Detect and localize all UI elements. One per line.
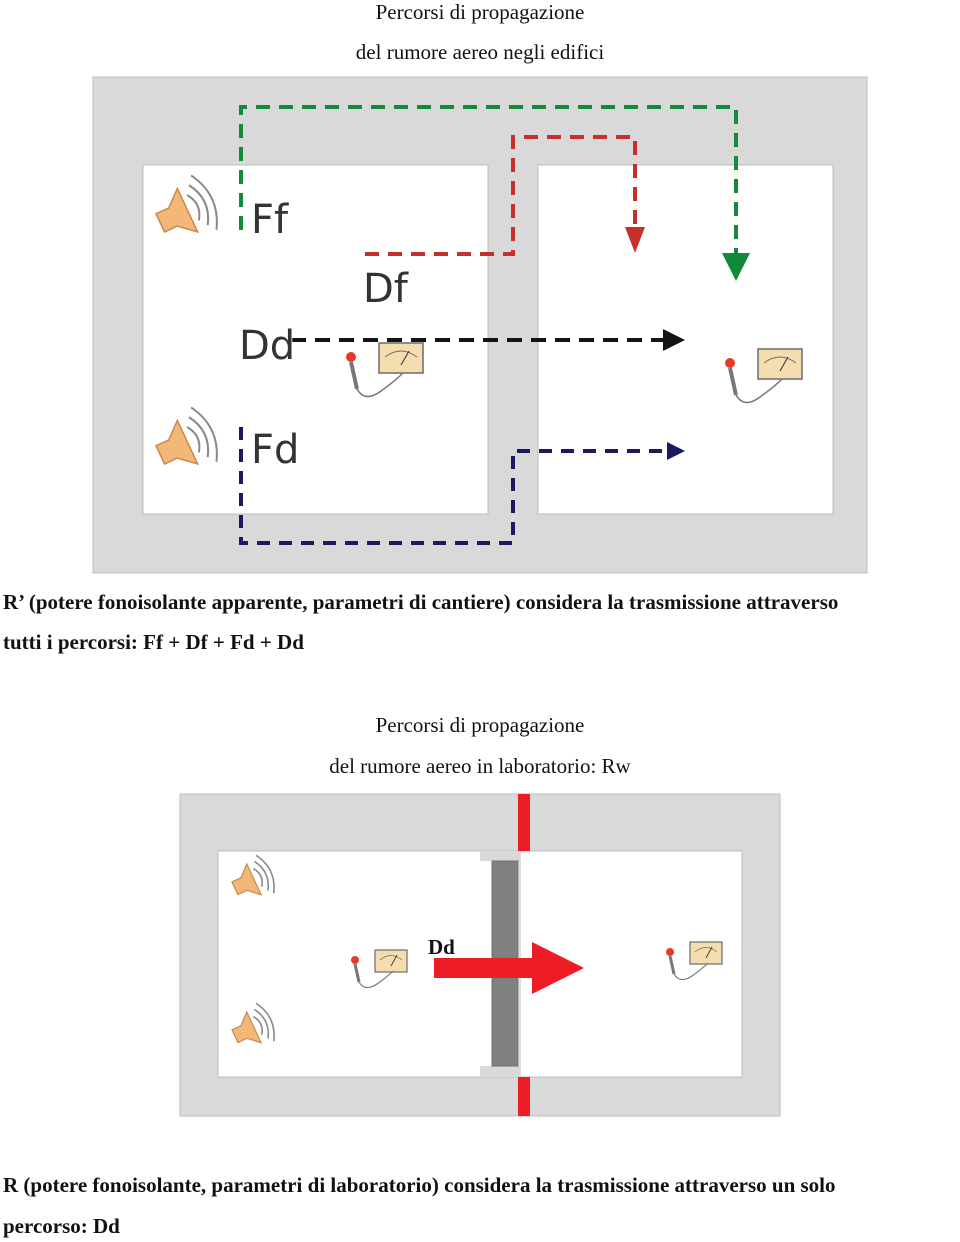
isolation-joint-top xyxy=(518,794,530,851)
diagram2-title-line1: Percorsi di propagazione xyxy=(375,713,585,737)
paragraph2-line1: R (potere fonoisolante, parametri di laboratorio) considera la trasmissione attraverso un solo xyxy=(3,1173,836,1197)
paragraph1-line2: tutti i percorsi: Ff + Df + Fd + Dd xyxy=(3,630,304,654)
diagram1-title-line1: Percorsi di propagazione xyxy=(375,0,585,24)
label-df: Df xyxy=(363,266,408,312)
diagram1-title-line2: del rumore aereo negli edifici xyxy=(355,40,605,64)
lab-opening-left xyxy=(480,851,520,861)
paragraph2-line2: percorso: Dd xyxy=(3,1214,120,1238)
label-ff: Ff xyxy=(251,197,289,243)
isolation-joint-bottom xyxy=(518,1077,530,1116)
label-dd: Dd xyxy=(428,935,455,959)
building-paths-diagram xyxy=(93,77,867,573)
paragraph1-line1: R’ (potere fonoisolante apparente, parametri di cantiere) considera la trasmissione attraverso xyxy=(3,590,839,614)
laboratory-diagram xyxy=(180,794,780,1116)
lab-opening-left-bottom xyxy=(480,1066,520,1077)
label-dd: Dd xyxy=(239,323,296,369)
diagram2-title-line2: del rumore aereo in laboratorio: Rw xyxy=(329,754,631,778)
label-fd: Fd xyxy=(251,427,300,473)
